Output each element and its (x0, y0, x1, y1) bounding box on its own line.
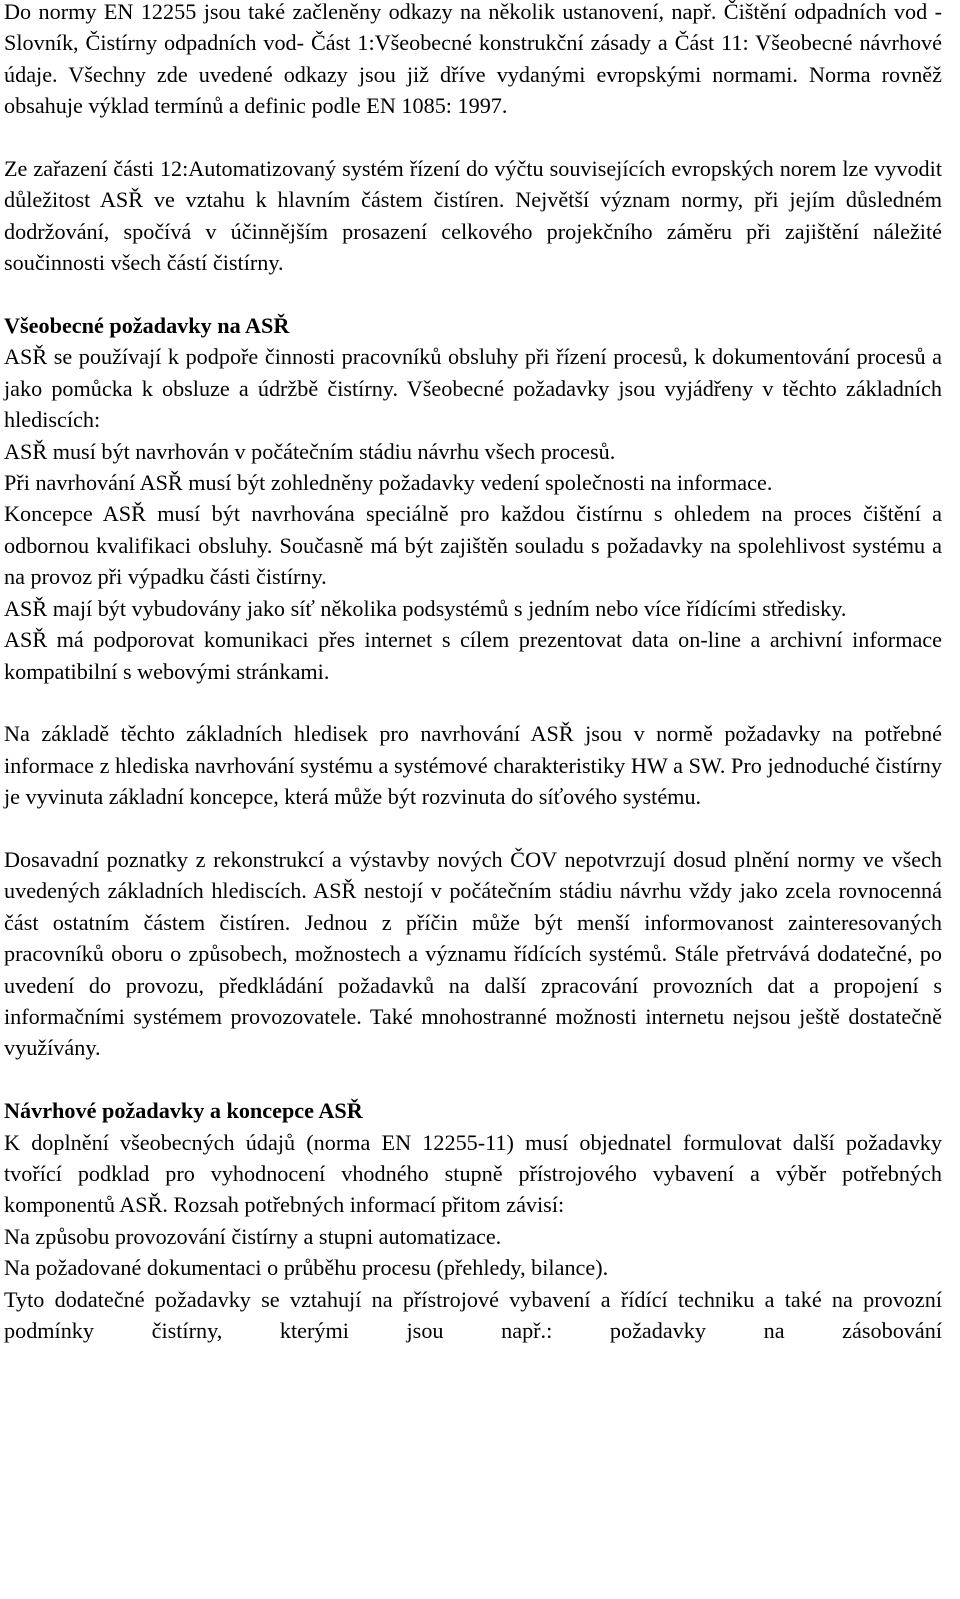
section-heading-general-requirements: Všeobecné požadavky na ASŘ (4, 313, 290, 339)
requirement-item: Koncepce ASŘ musí být navrhována speciálně pro každou čistírnu s ohledem na proces čištění a odbornou kvalifikaci obsluhy. Současně má být zajištěn souladu s požadavky na spolehlivost systému a na provoz při výpadku části čistírny. (4, 501, 942, 590)
requirement-item: ASŘ má podporovat komunikaci přes internet s cílem prezentovat data on-line a archivní informace kompatibilní s webovými stránkami. (4, 627, 942, 684)
section-heading-design-requirements: Návrhové požadavky a koncepce ASŘ (4, 1098, 363, 1124)
requirement-item: Na způsobu provozování čistírny a stupni automatizace. (4, 1223, 502, 1249)
document-page (4, 0, 942, 1346)
paragraph-additional-requirements: Tyto dodatečné požadavky se vztahují na přístrojové vybavení a řídící techniku a také na provozní podmínky čistírny, kterými jsou např.: požadavky na zásobování (4, 1286, 942, 1343)
requirement-item: ASŘ musí být navrhován v počátečním stádiu návrhu všech procesů. (4, 438, 616, 464)
paragraph-basis-of-design: Na základě těchto základních hledisek pro navrhování ASŘ jsou v normě požadavky na potřebné informace z hlediska navrhování systému a systémové charakteristiky HW a SW. Pro jednoduché čistírny je vyvinuta základní koncepce, která může být rozvinuta do síťového systému. (4, 721, 942, 810)
paragraph-general-intro: ASŘ se používají k podpoře činnosti pracovníků obsluhy při řízení procesů, k dokumentování procesů a jako pomůcka k obsluze a údržbě čistírny. Všeobecné požadavky jsou vyjádřeny v těchto základních hlediscích: (4, 344, 942, 433)
paragraph-importance: Ze zařazení části 12:Automatizovaný systém řízení do výčtu souvisejících evropských norem lze vyvodit důležitost ASŘ ve vztahu k hlavním částem čistíren. Největší význam normy, při jejím důsledném dodržování, spočívá v účinnějším prosazení celkového projekčního záměru při zajištění náležité součinnosti všech částí čistírny. (4, 156, 942, 276)
requirement-item: Při navrhování ASŘ musí být zohledněny požadavky vedení společnosti na informace. (4, 470, 773, 496)
requirement-item: Na požadované dokumentaci o průběhu procesu (přehledy, bilance). (4, 1255, 609, 1281)
requirement-item: ASŘ mají být vybudovány jako síť několika podsystémů s jedním nebo více řídícími středisky. (4, 595, 847, 621)
paragraph-current-findings: Dosavadní poznatky z rekonstrukcí a výstavby nových ČOV nepotvrzují dosud plnění normy ve všech uvedených základních hlediscích. ASŘ nestojí v počátečním stádiu návrhu vždy jako zcela rovnocenná část ostatním částem čistíren. Jednou z příčin může být menší informovanost zainteresovaných pracovníků oboru o způsobech, možnostech a významu řídících systémů. Stále přetrvává dodatečné, po uvedení do provozu, předkládání požadavků na další zpracování provozních dat a propojení s informačními systémem provozovatele. Také mnohostranné možnosti internetu nejsou ještě dostatečně využívány. (4, 846, 942, 1061)
paragraph-design-intro: K doplnění všeobecných údajů (norma EN 12255-11) musí objednatel formulovat další požadavky tvořící podklad pro vyhodnocení vhodného stupně přístrojového vybavení a výběr potřebných komponentů ASŘ. Rozsah potřebných informací přitom závisí: (4, 1129, 942, 1218)
paragraph-norm-references: Do normy EN 12255 jsou také začleněny odkazy na několik ustanovení, např. Čištění odpadních vod - Slovník, Čistírny odpadních vod- Část 1:Všeobecné konstrukční zásady a Část 11: Všeobecné návrhové údaje. Všechny zde uvedené odkazy jsou již dříve vydanými evropskými normami. Norma rovněž obsahuje výklad termínů a definic podle EN 1085: 1997. (4, 0, 942, 119)
